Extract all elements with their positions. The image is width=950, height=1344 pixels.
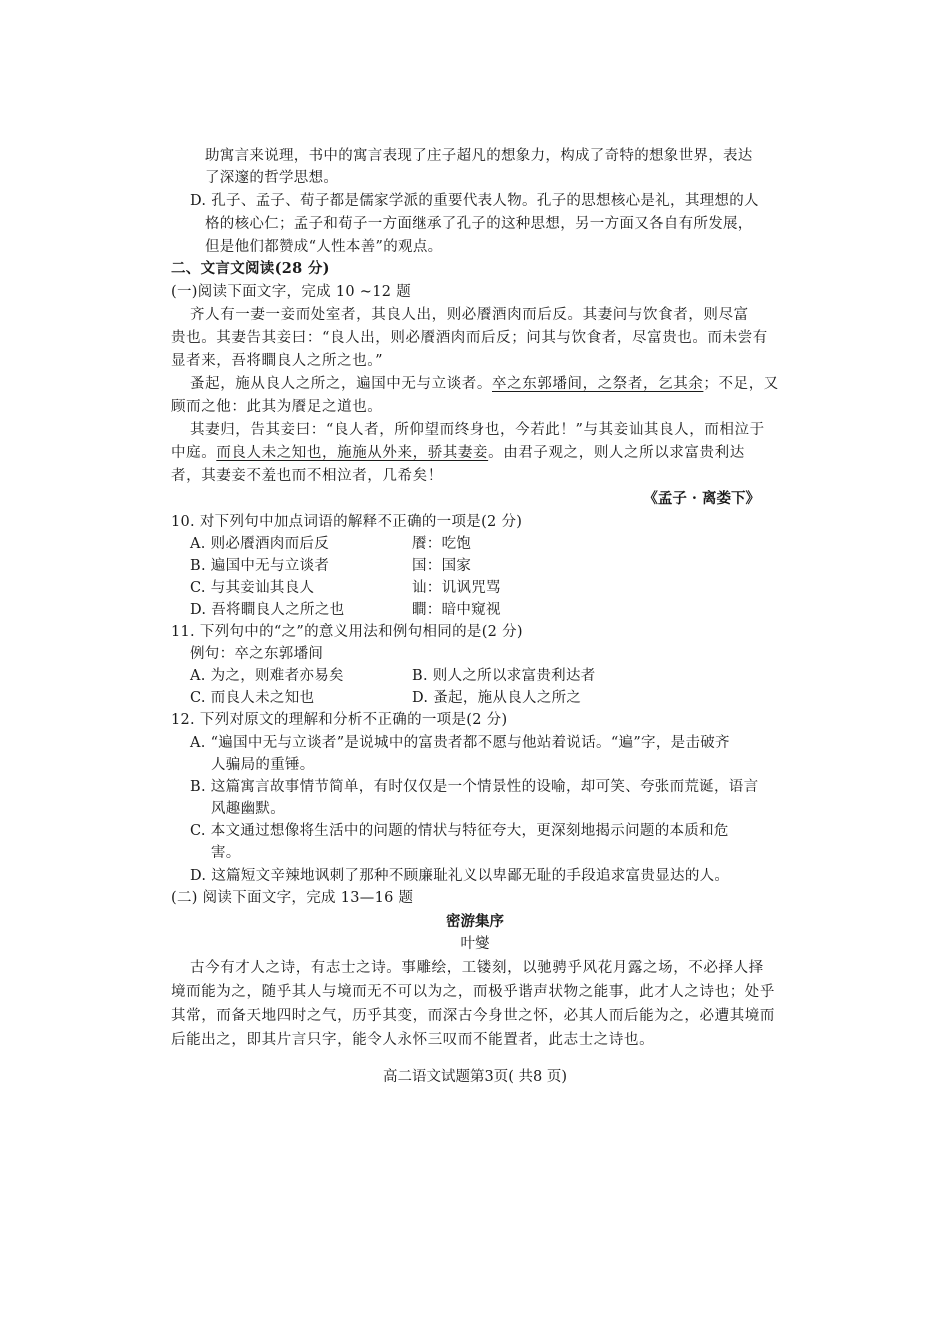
question-11-example: 例句：卒之东郭墦间 [190,646,324,662]
question-10-option-c: C. 与其妾讪其良人 [190,580,315,596]
question-10-gloss-d: 瞷：暗中窥视 [412,602,501,618]
question-12-option-b-line-2: 风趣幽默。 [211,801,285,817]
underlined-sentence: 卒之东郭墦间，之祭者，乞其余 [492,376,704,392]
source-citation: 《孟子 · 离娄下》 [643,490,760,507]
passage-line: 顾而之他：此其为餍足之道也。 [171,399,383,415]
question-10-stem: 10. 对下列句中加点词语的解释不正确的一项是(2 分) [171,514,523,530]
question-10-gloss-a: 餍：吃饱 [412,536,472,552]
question-10-option-b: B. 遍国中无与立谈者 [190,558,330,574]
passage-line [190,374,779,394]
subsection-heading-2: (二) 阅读下面文字，完成 13—16 题 [171,890,414,906]
question-11-option-a: A. 为之，则难者亦易矣 [190,668,344,684]
question-12-option-a-line-1: A. “遍国中无与立谈者”是说城中的富贵者都不愿与他站着说话。“遍”字，是击破齐 [190,735,730,751]
passage-line: 显者来，吾将瞷良人之所之也。” [171,353,384,369]
question-10-option-a: A. 则必餍酒肉而后反 [190,536,329,552]
passage-line: 齐人有一妻一妾而处室者，其良人出，则必餍酒肉而后反。其妻问与饮食者，则尽富 [190,307,749,323]
passage-text: ；不足，又 [703,376,779,392]
passage-line: 者，其妻妾不羞也而不相泣者，几希矣！ [171,468,443,484]
question-10-option-d: D. 吾将瞷良人之所之也 [190,602,345,618]
question-10-gloss-c: 讪：讥讽咒骂 [412,580,501,596]
option-c-line-1: 助寓言来说理，书中的寓言表现了庄子超凡的想象力，构成了奇特的想象世界，表达 [205,148,753,164]
passage-line: 古今有才人之诗，有志士之诗。事雕绘，工镂刻，以驰骋乎风花月露之场，不必择人择 [190,960,764,976]
passage-text: 中庭。 [171,445,217,461]
passage-line: 贵也。其妻告其妾曰：“良人出，则必餍酒肉而后反；问其与饮食者，尽富贵也。而未尝有 [171,330,768,346]
option-d-line-1: D. 孔子、孟子、荀子都是儒家学派的重要代表人物。孔子的思想核心是礼，其理想的人 [190,193,759,209]
question-12-option-b-line-1: B. 这篇寓言故事情节简单，有时仅仅是一个情景性的设喻，却可笑、夸张而荒诞，语言 [190,779,759,795]
passage-text: 。由君子观之，则人之所以求富贵利达 [488,445,745,461]
question-12-option-a-line-2: 人骗局的重锤。 [211,757,315,773]
subsection-heading-1: (一)阅读下面文字，完成 10 ~12 题 [171,284,411,300]
question-12-stem: 12. 下列对原文的理解和分析不正确的一项是(2 分) [171,712,508,728]
question-12-option-d: D. 这篇短文辛辣地讽刺了那种不顾廉耻礼义以卑鄙无耻的手段追求富贵显达的人。 [190,868,730,884]
question-11-option-d: D. 蚤起，施从良人之所之 [412,690,582,706]
section-heading: 二、文言文阅读(28 分) [171,260,330,277]
question-12-option-c-line-1: C. 本文通过想像将生活中的问题的情状与特征夸大，更深刻地揭示问题的本质和危 [190,823,729,839]
essay-title: 密游集序 [446,913,504,930]
underlined-sentence: 而良人未之知也，施施从外来，骄其妻妾 [216,445,489,461]
passage-line: 其常，而备天地四时之气，历乎其变，而深古今身世之怀，必其人而后能为之，必遭其境而 [171,1008,775,1024]
option-d-line-3: 但是他们都赞成“人性本善”的观点。 [205,239,443,255]
passage-text: 蚤起，施从良人之所之，遍国中无与立谈者。 [190,376,492,392]
passage-line: 境而能为之，随乎其人与境而无不可以为之，而极乎谐声状物之能事，此才人之诗也；处乎 [171,984,775,1000]
passage-line: 后能出之，即其片言只字，能令人永怀三叹而不能置者，此志士之诗也。 [171,1032,655,1048]
question-12-option-c-line-2: 害。 [211,845,241,861]
question-11-option-b: B. 则人之所以求富贵利达者 [412,668,596,684]
question-10-gloss-b: 国：国家 [412,558,472,574]
option-d-line-2: 格的核心仁；孟子和荀子一方面继承了孔子的这种思想，另一方面又各自有所发展， [205,216,753,232]
passage-line: 其妻归，告其妾曰：“良人者，所仰望而终身也，今若此！”与其妾讪其良人，而相泣于 [190,422,765,438]
question-11-stem: 11. 下列句中的“之”的意义用法和例句相同的是(2 分) [171,624,523,640]
question-11-option-c: C. 而良人未之知也 [190,690,315,706]
essay-author: 叶燮 [460,936,490,952]
page-footer: 高二语文试题第3页( 共8 页) [383,1069,567,1085]
option-c-line-2: 了深邃的哲学思想。 [205,170,339,186]
passage-line [171,443,745,463]
